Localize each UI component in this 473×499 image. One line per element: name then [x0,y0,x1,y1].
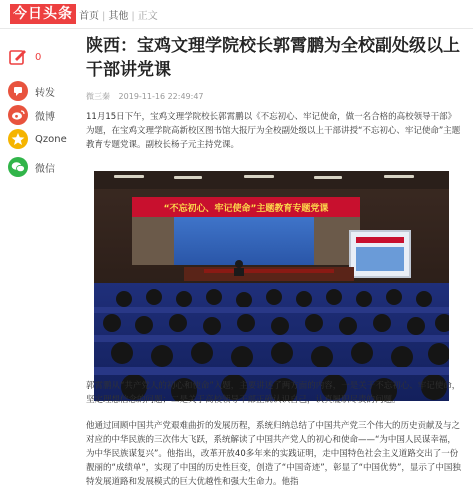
share-repost-label: 转发 [35,87,55,99]
share-qzone-label: Qzone [35,133,67,145]
repost-icon [8,81,28,101]
share-weibo-label: 微博 [35,111,55,123]
qzone-icon [8,129,28,149]
article-paragraph: 11月15日下午，宝鸡文理学院校长郭霄鹏以《不忘初心、牢记使命，做一名合格的高校领导干部》为题，在宝鸡文理学院高新校区图书馆大报厅为全校副处级以上干部讲授“不忘初心、牢记使命”主题教育专题党课。副校长杨子元主持党课。 [86,112,461,150]
breadcrumb-separator: | [131,11,135,22]
comment-count: 0 [35,51,42,63]
article-title: 陕西：宝鸡文理学院校长郭霄鹏为全校副处级以上干部讲党课 [86,36,460,80]
share-qzone-button[interactable] [8,128,67,150]
share-wechat-label: 微信 [35,163,55,175]
breadcrumb-home-link[interactable]: 首页 [79,11,99,22]
article-meta [86,91,461,102]
share-sidebar [0,28,67,497]
article-source[interactable]: 微三秦 [86,92,110,101]
banner-text: “不忘初心、牢记使命”主题教育专题党课 [163,203,329,214]
top-bar [0,0,473,29]
article-photo [94,171,449,401]
breadcrumb [79,7,158,22]
weibo-icon [8,105,28,125]
wechat-icon [8,157,28,177]
comment-edit-icon [8,47,28,67]
article-paragraph: 他通过回顾中国共产党艰难曲折的发展历程，系统归纳总结了中国共产党三个伟大的历史贡献及与之对应的中华民族的三次伟大飞跃，系统解读了中国共产党人的初心和使命——“为中国人民谋幸福，为中华民族谋复兴”。他指出，改革开放40多年来的实践证明，走中国特色社会主义道路交出了一份靓丽的“成绩单”，实现了中国的历史性巨变，创造了“中国奇迹”，彰显了“中国优势”，显示了中国独特发展道路和发展模式的巨大优越性和强大生命力。他指 [86,421,461,487]
breadcrumb-category-link[interactable]: 其他 [108,11,129,22]
article-paragraph: 郭霄鹏从“共产党人的初心和使命”入题，主要讲述了两方面的内容，一是关于不忘初心、牢记使命，坚定理想信念的问题；二是关于高校领导干部正确认识自己，认真履职尽责的问题。 [86,381,461,405]
share-wechat-button[interactable] [8,156,55,178]
banner-text-wrap [132,197,360,217]
share-repost-button[interactable] [8,80,55,102]
article-date: 2019-11-16 22:49:47 [118,92,204,101]
breadcrumb-separator: | [102,11,106,22]
breadcrumb-current: 正文 [137,11,158,22]
article [86,34,461,487]
comment-button[interactable] [8,46,41,68]
toutiao-logo[interactable]: 今日头条 [10,4,76,24]
share-weibo-button[interactable] [8,104,55,126]
